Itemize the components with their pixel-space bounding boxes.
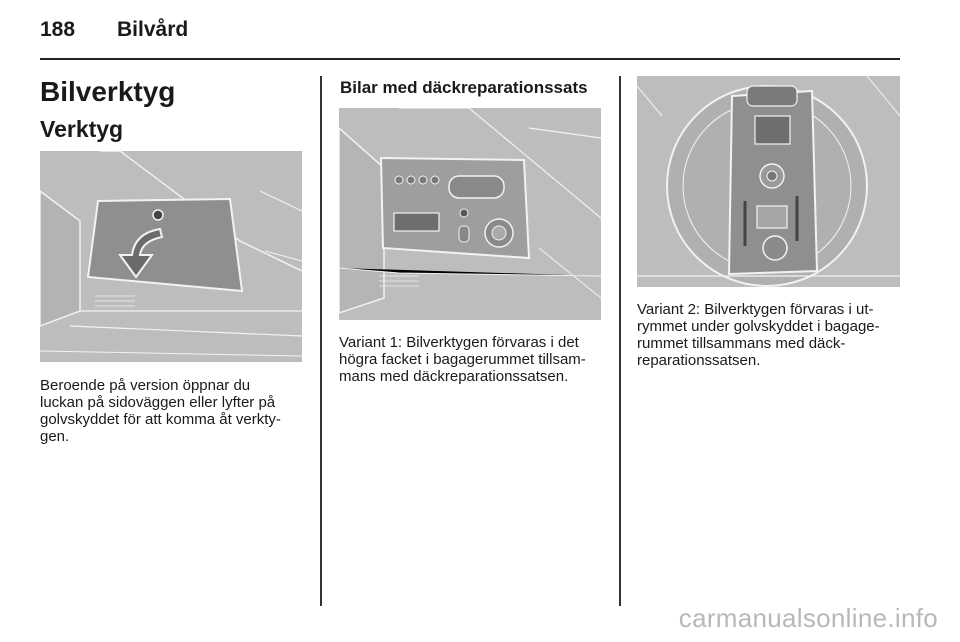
- underfloor-storage-illustration: [637, 76, 900, 287]
- chapter-title: Bilvård: [117, 18, 189, 41]
- text-line: Variant 1: Bilverktygen förvaras i det: [339, 334, 579, 351]
- text-line: reparationssatsen.: [637, 352, 761, 369]
- text-line: högra facket i bagagerummet tillsam-: [339, 351, 586, 368]
- subsection-title: Verktyg: [40, 116, 124, 142]
- side-hatch-illustration: [40, 151, 302, 362]
- column-divider-2: [619, 76, 621, 606]
- text-line: Variant 2: Bilverktygen förvaras i ut-: [637, 301, 874, 318]
- text-line: luckan på sidoväggen eller lyfter på: [40, 394, 276, 411]
- text-line: mans med däckreparationssatsen.: [339, 368, 569, 385]
- text-line: golvskyddet för att komma åt verkty-: [40, 411, 281, 428]
- column3-body-text: [637, 301, 907, 369]
- section-title: Bilverktyg: [40, 76, 176, 107]
- column-divider-1: [320, 76, 322, 606]
- column2-body-text: [339, 334, 609, 385]
- header-divider: [40, 58, 900, 60]
- column1-body-text: [40, 377, 310, 445]
- watermark: carmanualsonline.info: [678, 603, 938, 633]
- tire-repair-compartment-illustration: [339, 108, 601, 320]
- text-line: gen.: [40, 428, 70, 445]
- column2-heading: Bilar med däckreparationssats: [340, 78, 588, 97]
- page-number: 188: [40, 18, 76, 41]
- text-line: rummet tillsammans med däck-: [637, 335, 846, 352]
- text-line: rymmet under golvskyddet i bagage-: [637, 318, 880, 335]
- text-line: Beroende på version öppnar du: [40, 377, 251, 394]
